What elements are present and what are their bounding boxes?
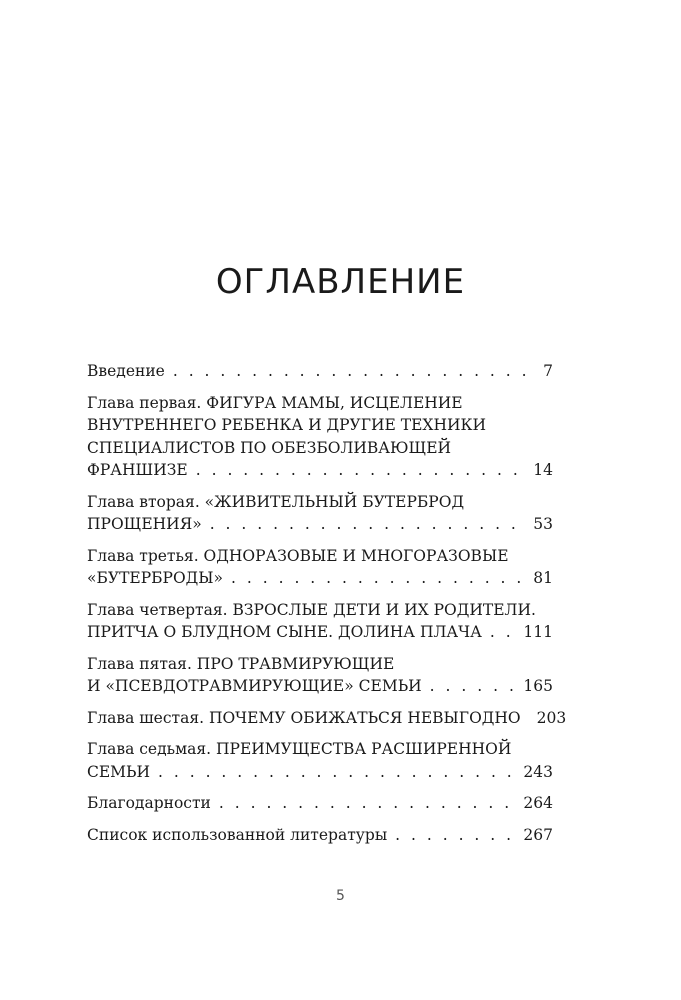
toc-page-number: 243 xyxy=(523,762,553,781)
toc-entry-title-line: ВНУТРЕННЕГО РЕБЕНКА И ДРУГИЕ ТЕХНИКИ xyxy=(87,416,486,434)
page-number: 5 xyxy=(336,888,345,904)
toc-entry-title-line: Глава четвертая. ВЗРОСЛЫЕ ДЕТИ И ИХ РОДИТЕЛИ. xyxy=(87,600,536,619)
toc-entry-title-line xyxy=(87,824,553,847)
toc-entry-chapter-1[interactable] xyxy=(87,392,553,482)
toc-page-number: 267 xyxy=(523,825,553,844)
toc-entry-title: «БУТЕРБРОДЫ» xyxy=(87,569,224,587)
toc-entry-title-line: Глава третья. ОДНОРАЗОВЫЕ И МНОГОРАЗОВЫЕ xyxy=(87,546,509,565)
toc-entry-title-line xyxy=(87,360,553,383)
toc-entry-title: Введение xyxy=(87,362,165,380)
toc-page-number: 7 xyxy=(543,362,553,380)
toc-page-number: 203 xyxy=(536,708,567,727)
toc-entry-title-line xyxy=(87,513,553,536)
toc-page-number: 81 xyxy=(533,569,553,587)
toc-entry-title-line: Глава седьмая. ПРЕИМУЩЕСТВА РАСШИРЕННОЙ xyxy=(87,740,512,758)
toc-entry-title: ФРАНШИЗЕ xyxy=(87,461,188,479)
toc-entry-title-line xyxy=(87,675,553,698)
toc-entry-title: СЕМЬИ xyxy=(87,762,151,781)
toc-entry-title-line xyxy=(87,621,553,644)
toc-entry-chapter-6[interactable] xyxy=(87,707,567,730)
toc-page-number: 264 xyxy=(523,794,553,812)
toc-entry-title-lines xyxy=(87,491,553,514)
toc-entry-title-line: Глава первая. ФИГУРА МАМЫ, ИСЦЕЛЕНИЕ xyxy=(87,393,463,412)
toc-entry-title-line xyxy=(87,707,567,730)
toc-entry-title-line xyxy=(87,567,553,590)
dot-leader xyxy=(430,675,516,698)
toc-page-number: 14 xyxy=(533,461,553,479)
toc-entry-references[interactable] xyxy=(87,824,553,847)
dot-leader xyxy=(173,360,535,383)
dot-leader xyxy=(219,792,516,815)
table-of-contents xyxy=(87,360,567,855)
toc-entry-title-lines xyxy=(87,545,553,568)
dot-leader xyxy=(395,824,515,847)
toc-entry-title-line: Глава пятая. ПРО ТРАВМИРУЮЩИЕ xyxy=(87,654,395,673)
toc-entry-chapter-2[interactable] xyxy=(87,491,553,536)
toc-entry-title-lines xyxy=(87,392,553,460)
toc-entry-title: И «ПСЕВДОТРАВМИРУЮЩИЕ» СЕМЬИ xyxy=(87,677,422,695)
toc-entry-chapter-3[interactable] xyxy=(87,545,553,590)
dot-leader xyxy=(196,459,526,482)
toc-page-number: 53 xyxy=(533,515,553,533)
page-title: ОГЛАВЛЕНИЕ xyxy=(215,262,466,302)
toc-entry-chapter-5[interactable] xyxy=(87,653,553,698)
toc-entry-title-line: СПЕЦИАЛИСТОВ ПО ОБЕЗБОЛИВАЮЩЕЙ xyxy=(87,438,452,457)
toc-entry-acknowledgements[interactable] xyxy=(87,792,553,815)
toc-entry-title: ПРИТЧА О БЛУДНОМ СЫНЕ. ДОЛИНА ПЛАЧА xyxy=(87,623,482,641)
toc-entry-title-lines xyxy=(87,653,553,676)
dot-leader xyxy=(158,761,515,784)
toc-entry-title-line: Глава вторая. «ЖИВИТЕЛЬНЫЙ БУТЕРБРОД xyxy=(87,492,465,511)
toc-entry-chapter-7[interactable] xyxy=(87,738,553,783)
toc-entry-title-line xyxy=(87,761,553,784)
dot-leader xyxy=(210,513,526,536)
toc-entry-chapter-4[interactable] xyxy=(87,599,553,644)
toc-page-number: 165 xyxy=(523,677,553,695)
toc-entry-introduction[interactable] xyxy=(87,360,553,383)
toc-entry-title: ПРОЩЕНИЯ» xyxy=(87,515,202,533)
toc-entry-title: Благодарности xyxy=(87,794,211,812)
toc-entry-title-lines xyxy=(87,738,553,761)
toc-entry-title-line xyxy=(87,792,553,815)
toc-entry-title: Список использованной литературы xyxy=(87,825,388,844)
dot-leader xyxy=(490,621,516,644)
toc-entry-title-lines xyxy=(87,599,553,622)
dot-leader xyxy=(231,567,525,590)
toc-entry-title: Глава шестая. ПОЧЕМУ ОБИЖАТЬСЯ НЕВЫГОДНО xyxy=(87,708,521,727)
toc-entry-title-line xyxy=(87,459,553,482)
toc-page-number: 111 xyxy=(523,623,553,641)
